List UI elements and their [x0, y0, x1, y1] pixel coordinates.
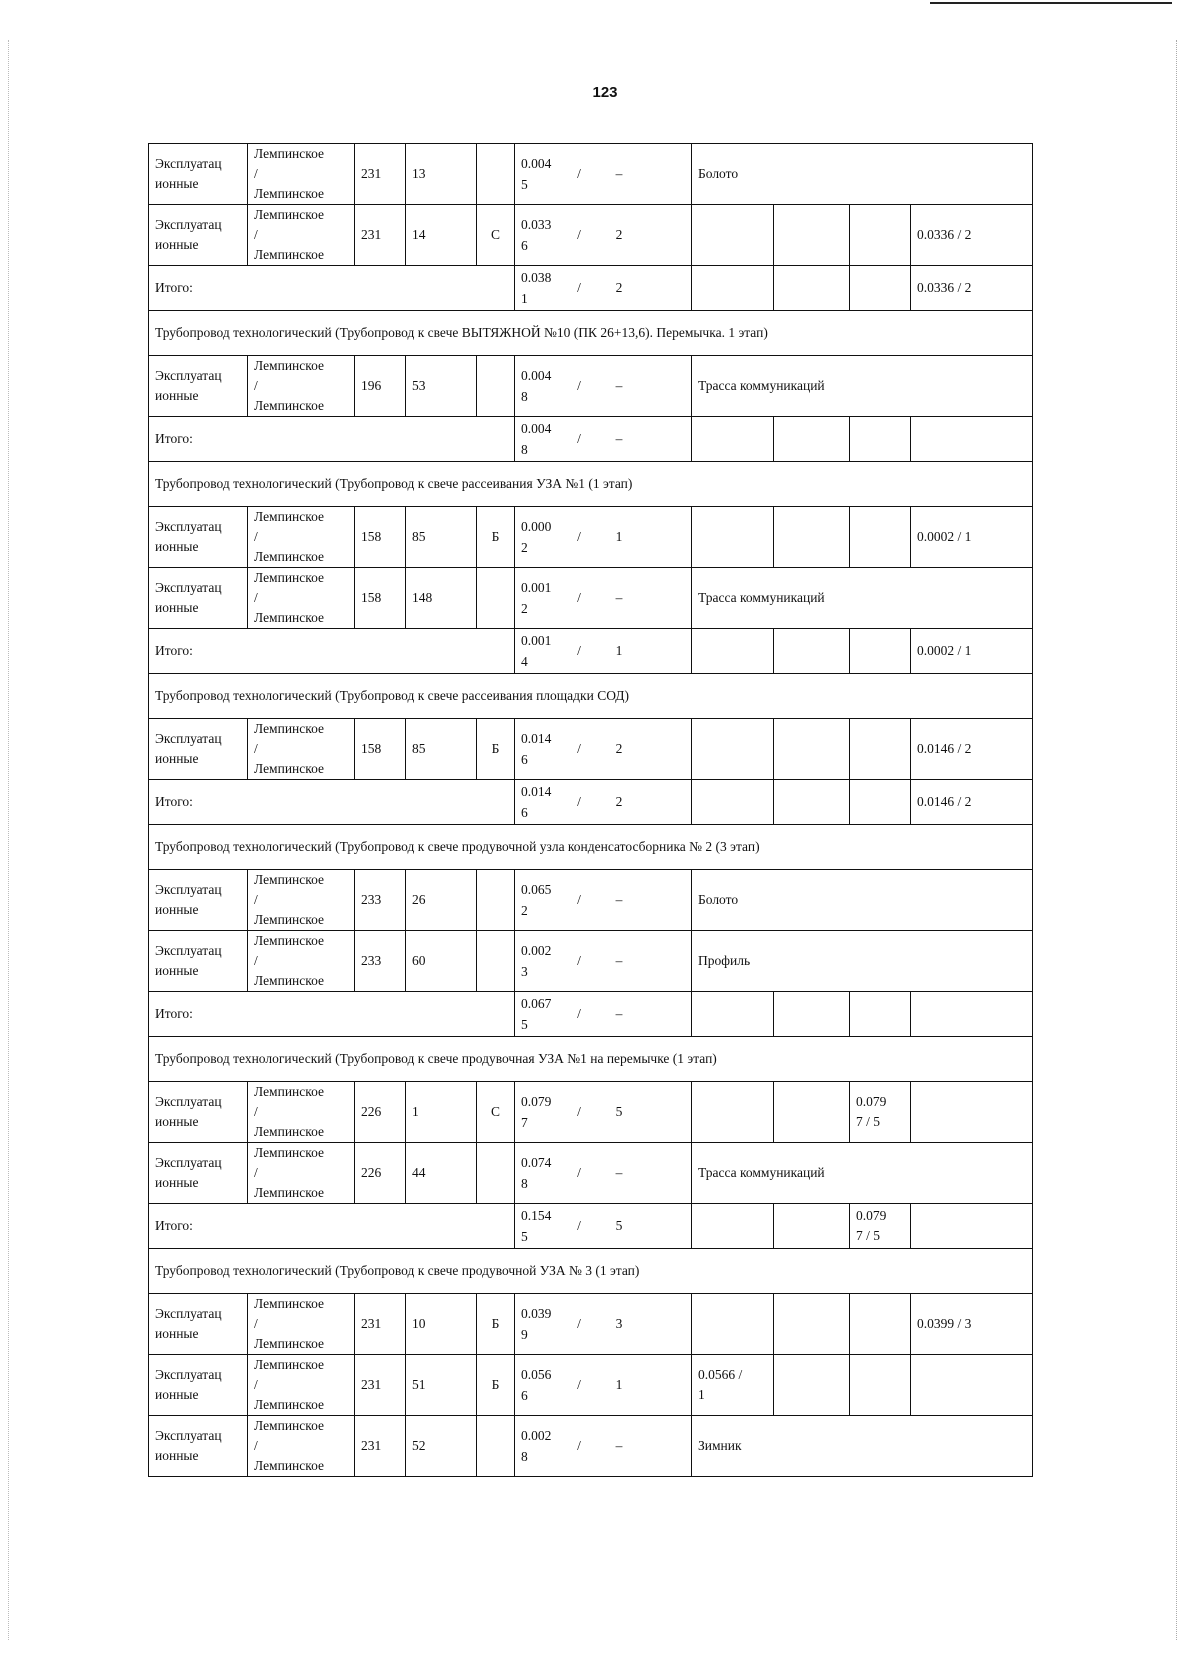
- scan-edge-left: [8, 40, 10, 1640]
- category-column-2: [774, 719, 850, 780]
- area-cell: [515, 719, 692, 780]
- category-column-3: [850, 629, 911, 674]
- class-cell: Б: [477, 1294, 515, 1355]
- plot-number-cell: 44: [406, 1143, 477, 1204]
- category-column-2: [774, 1204, 850, 1249]
- table-row: [149, 931, 1033, 992]
- area-group: [521, 1425, 685, 1467]
- tree-count: –: [615, 1438, 623, 1453]
- total-label: Итого:: [149, 1204, 515, 1249]
- land-type-cell: Зимник: [692, 1416, 1033, 1477]
- area-group: [521, 1152, 685, 1194]
- section-header-row: [149, 311, 1033, 356]
- category-column-4: [911, 1355, 1033, 1416]
- category-column-2: [774, 1355, 850, 1416]
- plot-number-cell: 1: [406, 1082, 477, 1143]
- area-separator: /: [577, 741, 581, 756]
- section-header-row: [149, 1037, 1033, 1082]
- category-cell: Эксплуатац ионные: [149, 507, 248, 568]
- table-body: [149, 144, 1033, 1477]
- category-column-2: [774, 1082, 850, 1143]
- plot-number-cell: 52: [406, 1416, 477, 1477]
- tree-count: –: [615, 1006, 623, 1021]
- table-row: [149, 1355, 1033, 1416]
- area-group: [521, 879, 685, 921]
- plot-number-cell: 53: [406, 356, 477, 417]
- category-column-4: 0.0002 / 1: [911, 629, 1033, 674]
- area-value: 0.065 2: [521, 882, 552, 918]
- area-value: 0.154 5: [521, 1208, 552, 1244]
- tree-count: –: [615, 166, 623, 181]
- class-cell: [477, 931, 515, 992]
- category-column-4: 0.0399 / 3: [911, 1294, 1033, 1355]
- total-row: [149, 780, 1033, 825]
- area-separator: /: [577, 590, 581, 605]
- block-number-cell: 196: [355, 356, 406, 417]
- tree-count: 2: [615, 280, 623, 295]
- table-row: [149, 507, 1033, 568]
- section-title: Трубопровод технологический (Трубопровод к свече продувочной УЗА № 3 (1 этап): [149, 1249, 1033, 1294]
- class-cell: [477, 568, 515, 629]
- table-row: [149, 719, 1033, 780]
- plot-number-cell: 13: [406, 144, 477, 205]
- forestry-cell: Лемпинское / Лемпинское: [248, 144, 355, 205]
- plot-number-cell: 51: [406, 1355, 477, 1416]
- section-title: Трубопровод технологический (Трубопровод к свече продувочной узла конденсатосборника № 2 (3 этап): [149, 825, 1033, 870]
- total-label: Итого:: [149, 417, 515, 462]
- total-row: [149, 266, 1033, 311]
- category-cell: Эксплуатац ионные: [149, 1355, 248, 1416]
- category-column-3: [850, 719, 911, 780]
- class-cell: [477, 870, 515, 931]
- category-cell: Эксплуатац ионные: [149, 144, 248, 205]
- category-column-2: [774, 205, 850, 266]
- area-group: [521, 728, 685, 770]
- area-cell: [515, 266, 692, 311]
- scan-edge-right: [1176, 40, 1178, 1640]
- forestry-cell: Лемпинское / Лемпинское: [248, 568, 355, 629]
- area-value: 0.001 4: [521, 633, 552, 669]
- area-value: 0.000 2: [521, 519, 552, 555]
- category-column-1: 0.0566 / 1: [692, 1355, 774, 1416]
- land-type-cell: Болото: [692, 870, 1033, 931]
- category-column-1: [692, 992, 774, 1037]
- area-value: 0.004 8: [521, 368, 552, 404]
- area-group: [521, 153, 685, 195]
- area-separator: /: [577, 378, 581, 393]
- class-cell: [477, 1143, 515, 1204]
- area-separator: /: [577, 892, 581, 907]
- table-row: [149, 1294, 1033, 1355]
- class-cell: Б: [477, 1355, 515, 1416]
- class-cell: [477, 1416, 515, 1477]
- area-cell: [515, 356, 692, 417]
- block-number-cell: 231: [355, 1416, 406, 1477]
- table-row: [149, 144, 1033, 205]
- forestry-cell: Лемпинское / Лемпинское: [248, 1143, 355, 1204]
- block-number-cell: 158: [355, 507, 406, 568]
- tree-count: –: [615, 1165, 623, 1180]
- category-cell: Эксплуатац ионные: [149, 1294, 248, 1355]
- category-column-4: [911, 417, 1033, 462]
- area-separator: /: [577, 1438, 581, 1453]
- block-number-cell: 233: [355, 870, 406, 931]
- block-number-cell: 226: [355, 1082, 406, 1143]
- plot-number-cell: 14: [406, 205, 477, 266]
- section-title: Трубопровод технологический (Трубопровод к свече рассеивания площадки СОД): [149, 674, 1033, 719]
- area-separator: /: [577, 1104, 581, 1119]
- category-column-2: [774, 266, 850, 311]
- area-cell: [515, 992, 692, 1037]
- category-cell: Эксплуатац ионные: [149, 356, 248, 417]
- category-column-3: 0.079 7 / 5: [850, 1204, 911, 1249]
- table-row: [149, 356, 1033, 417]
- forestry-cell: Лемпинское / Лемпинское: [248, 931, 355, 992]
- area-cell: [515, 931, 692, 992]
- tree-count: 5: [615, 1218, 623, 1233]
- category-column-4: 0.0002 / 1: [911, 507, 1033, 568]
- tree-count: 2: [615, 741, 623, 756]
- area-cell: [515, 1416, 692, 1477]
- category-column-3: [850, 266, 911, 311]
- total-label: Итого:: [149, 266, 515, 311]
- area-group: [521, 1303, 685, 1345]
- table-row: [149, 568, 1033, 629]
- plot-number-cell: 85: [406, 507, 477, 568]
- block-number-cell: 158: [355, 568, 406, 629]
- area-group: [521, 577, 685, 619]
- area-value: 0.014 6: [521, 731, 552, 767]
- category-cell: Эксплуатац ионные: [149, 719, 248, 780]
- total-row: [149, 629, 1033, 674]
- tree-count: 1: [615, 1377, 623, 1392]
- category-column-1: [692, 1294, 774, 1355]
- category-cell: Эксплуатац ионные: [149, 870, 248, 931]
- category-column-2: [774, 507, 850, 568]
- plot-number-cell: 60: [406, 931, 477, 992]
- area-value: 0.074 8: [521, 1155, 552, 1191]
- total-label: Итого:: [149, 780, 515, 825]
- section-title: Трубопровод технологический (Трубопровод к свече продувочная УЗА №1 на перемычке (1 этап): [149, 1037, 1033, 1082]
- forestry-cell: Лемпинское / Лемпинское: [248, 1082, 355, 1143]
- area-separator: /: [577, 166, 581, 181]
- plot-number-cell: 85: [406, 719, 477, 780]
- tree-count: 2: [615, 794, 623, 809]
- tree-count: 1: [615, 529, 623, 544]
- section-title: Трубопровод технологический (Трубопровод к свече ВЫТЯЖНОЙ №10 (ПК 26+13,6). Перемычка. 1 этап): [149, 311, 1033, 356]
- tree-count: 2: [615, 227, 623, 242]
- area-value: 0.004 5: [521, 156, 552, 192]
- area-value: 0.033 6: [521, 217, 552, 253]
- top-rule: [930, 2, 1172, 4]
- area-group: [521, 630, 685, 672]
- area-value: 0.079 7: [521, 1094, 552, 1130]
- category-column-1: [692, 719, 774, 780]
- block-number-cell: 231: [355, 144, 406, 205]
- total-row: [149, 992, 1033, 1037]
- area-group: [521, 365, 685, 407]
- class-cell: С: [477, 1082, 515, 1143]
- section-title: Трубопровод технологический (Трубопровод к свече рассеивания УЗА №1 (1 этап): [149, 462, 1033, 507]
- area-group: [521, 516, 685, 558]
- category-column-1: [692, 629, 774, 674]
- category-column-3: [850, 992, 911, 1037]
- category-column-3: [850, 507, 911, 568]
- area-cell: [515, 1294, 692, 1355]
- total-row: [149, 1204, 1033, 1249]
- area-value: 0.001 2: [521, 580, 552, 616]
- forestry-cell: Лемпинское / Лемпинское: [248, 356, 355, 417]
- area-cell: [515, 417, 692, 462]
- category-column-3: 0.079 7 / 5: [850, 1082, 911, 1143]
- category-column-4: 0.0146 / 2: [911, 719, 1033, 780]
- plot-number-cell: 10: [406, 1294, 477, 1355]
- category-column-1: [692, 205, 774, 266]
- category-column-4: 0.0146 / 2: [911, 780, 1033, 825]
- area-separator: /: [577, 280, 581, 295]
- forestry-cell: Лемпинское / Лемпинское: [248, 1355, 355, 1416]
- category-column-2: [774, 629, 850, 674]
- category-column-4: 0.0336 / 2: [911, 266, 1033, 311]
- section-header-row: [149, 462, 1033, 507]
- area-separator: /: [577, 794, 581, 809]
- area-cell: [515, 1204, 692, 1249]
- area-separator: /: [577, 1165, 581, 1180]
- forestry-cell: Лемпинское / Лемпинское: [248, 719, 355, 780]
- area-separator: /: [577, 1316, 581, 1331]
- category-column-3: [850, 1355, 911, 1416]
- section-header-row: [149, 825, 1033, 870]
- block-number-cell: 233: [355, 931, 406, 992]
- category-column-1: [692, 417, 774, 462]
- area-separator: /: [577, 431, 581, 446]
- class-cell: Б: [477, 719, 515, 780]
- section-header-row: [149, 1249, 1033, 1294]
- forestry-cell: Лемпинское / Лемпинское: [248, 205, 355, 266]
- class-cell: Б: [477, 507, 515, 568]
- area-group: [521, 214, 685, 256]
- category-column-1: [692, 1204, 774, 1249]
- class-cell: [477, 144, 515, 205]
- block-number-cell: 226: [355, 1143, 406, 1204]
- category-column-4: [911, 1204, 1033, 1249]
- land-type-cell: Профиль: [692, 931, 1033, 992]
- category-column-2: [774, 780, 850, 825]
- forestry-cell: Лемпинское / Лемпинское: [248, 507, 355, 568]
- total-label: Итого:: [149, 629, 515, 674]
- area-value: 0.067 5: [521, 996, 552, 1032]
- category-column-4: [911, 1082, 1033, 1143]
- area-separator: /: [577, 529, 581, 544]
- area-group: [521, 1091, 685, 1133]
- area-separator: /: [577, 1218, 581, 1233]
- area-cell: [515, 780, 692, 825]
- table-row: [149, 1082, 1033, 1143]
- area-value: 0.038 1: [521, 270, 552, 306]
- area-group: [521, 267, 685, 309]
- tree-count: 3: [615, 1316, 623, 1331]
- area-cell: [515, 144, 692, 205]
- table-row: [149, 870, 1033, 931]
- area-cell: [515, 507, 692, 568]
- area-group: [521, 993, 685, 1035]
- category-column-1: [692, 780, 774, 825]
- category-column-2: [774, 417, 850, 462]
- table-row: [149, 1143, 1033, 1204]
- table-row: [149, 205, 1033, 266]
- class-cell: [477, 356, 515, 417]
- area-value: 0.014 6: [521, 784, 552, 820]
- tree-count: –: [615, 378, 623, 393]
- tree-count: –: [615, 590, 623, 605]
- land-type-cell: Трасса коммуникаций: [692, 568, 1033, 629]
- category-column-2: [774, 992, 850, 1037]
- block-number-cell: 231: [355, 205, 406, 266]
- land-type-cell: Трасса коммуникаций: [692, 356, 1033, 417]
- area-cell: [515, 568, 692, 629]
- category-cell: Эксплуатац ионные: [149, 931, 248, 992]
- category-cell: Эксплуатац ионные: [149, 568, 248, 629]
- area-separator: /: [577, 1006, 581, 1021]
- tree-count: –: [615, 953, 623, 968]
- total-label: Итого:: [149, 992, 515, 1037]
- area-value: 0.004 8: [521, 421, 552, 457]
- category-column-1: [692, 507, 774, 568]
- area-value: 0.039 9: [521, 1306, 552, 1342]
- block-number-cell: 158: [355, 719, 406, 780]
- plot-number-cell: 148: [406, 568, 477, 629]
- category-column-2: [774, 1294, 850, 1355]
- area-cell: [515, 1082, 692, 1143]
- category-column-3: [850, 780, 911, 825]
- forestry-cell: Лемпинское / Лемпинское: [248, 870, 355, 931]
- forestry-cell: Лемпинское / Лемпинское: [248, 1416, 355, 1477]
- area-group: [521, 940, 685, 982]
- tree-count: –: [615, 431, 623, 446]
- area-group: [521, 781, 685, 823]
- area-separator: /: [577, 1377, 581, 1392]
- area-separator: /: [577, 953, 581, 968]
- area-cell: [515, 629, 692, 674]
- block-number-cell: 231: [355, 1355, 406, 1416]
- area-cell: [515, 205, 692, 266]
- tree-count: 5: [615, 1104, 623, 1119]
- category-cell: Эксплуатац ионные: [149, 1143, 248, 1204]
- forestry-cell: Лемпинское / Лемпинское: [248, 1294, 355, 1355]
- plot-number-cell: 26: [406, 870, 477, 931]
- land-type-cell: Болото: [692, 144, 1033, 205]
- area-group: [521, 1364, 685, 1406]
- category-column-3: [850, 205, 911, 266]
- tree-count: –: [615, 892, 623, 907]
- area-cell: [515, 1355, 692, 1416]
- category-column-1: [692, 266, 774, 311]
- area-value: 0.002 8: [521, 1428, 552, 1464]
- category-column-3: [850, 417, 911, 462]
- area-value: 0.002 3: [521, 943, 552, 979]
- category-cell: Эксплуатац ионные: [149, 1416, 248, 1477]
- category-column-1: [692, 1082, 774, 1143]
- table-row: [149, 1416, 1033, 1477]
- class-cell: С: [477, 205, 515, 266]
- area-separator: /: [577, 227, 581, 242]
- category-column-4: 0.0336 / 2: [911, 205, 1033, 266]
- category-cell: Эксплуатац ионные: [149, 205, 248, 266]
- forest-plot-table: [148, 143, 1033, 1477]
- section-header-row: [149, 674, 1033, 719]
- area-cell: [515, 1143, 692, 1204]
- area-value: 0.056 6: [521, 1367, 552, 1403]
- area-cell: [515, 870, 692, 931]
- total-row: [149, 417, 1033, 462]
- tree-count: 1: [615, 643, 623, 658]
- area-separator: /: [577, 643, 581, 658]
- page-number: 123: [592, 84, 618, 101]
- area-group: [521, 418, 685, 460]
- land-type-cell: Трасса коммуникаций: [692, 1143, 1033, 1204]
- area-group: [521, 1205, 685, 1247]
- category-column-4: [911, 992, 1033, 1037]
- category-column-3: [850, 1294, 911, 1355]
- block-number-cell: 231: [355, 1294, 406, 1355]
- category-cell: Эксплуатац ионные: [149, 1082, 248, 1143]
